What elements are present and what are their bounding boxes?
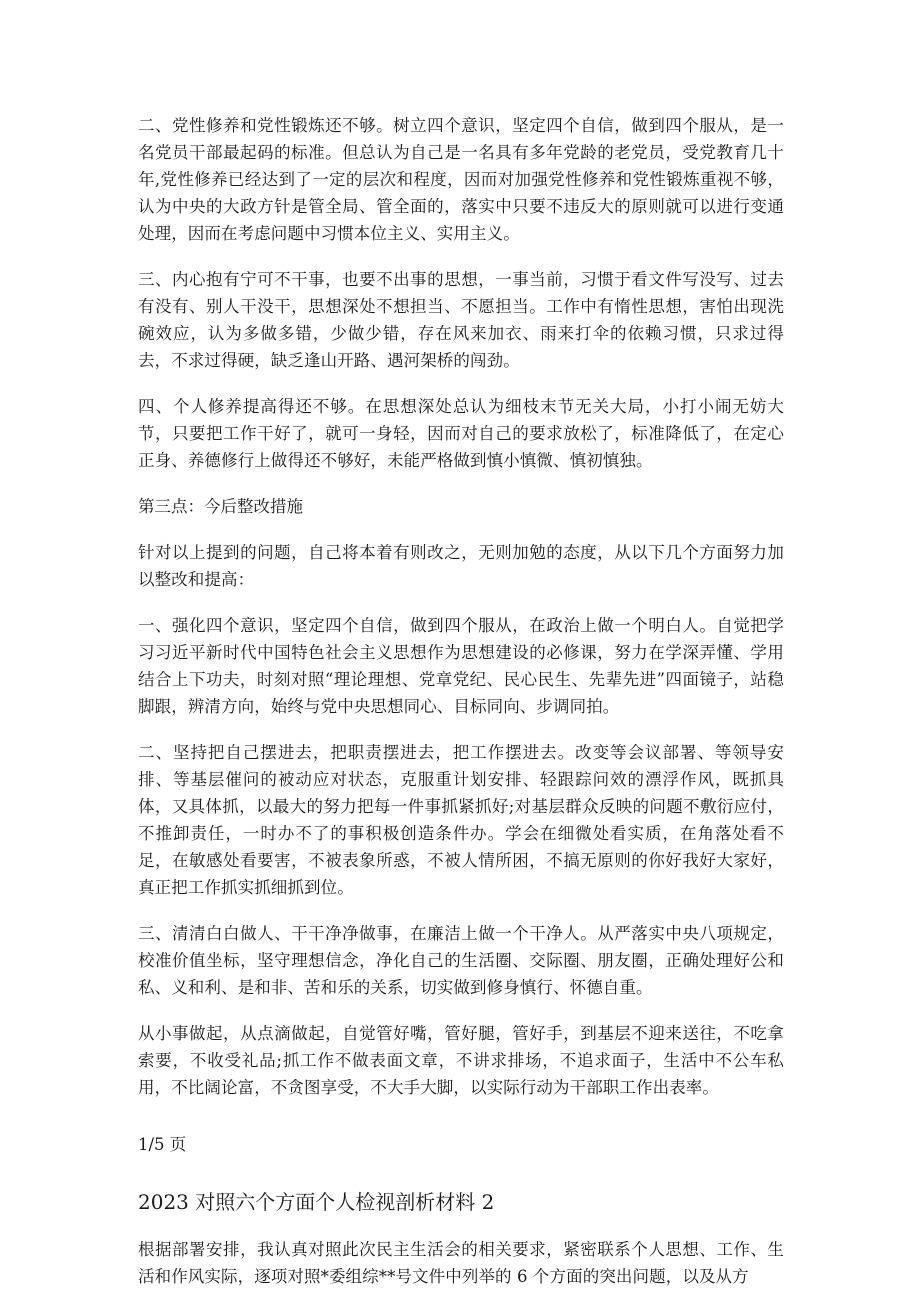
document-title: 2023 对照六个方面个人检视剖析材料 2 — [138, 1190, 495, 1214]
document-page — [138, 112, 784, 1309]
paragraph-measure-two: 二、坚持把自己摆进去，把职责摆进去，把工作摆进去。改变等会议部署、等领导安排、等基层催问的被动应对状态，克服重计划安排、轻跟踪问效的漂浮作风，既抓具体，又具体抓，以最大的努力把每一件事抓紧抓好;对基层群众反映的问题不敷衍应付，不推卸责任，一时办不了的事积极创造条件办。学会在细微处看实质，在角落处看不足，在敏感处看要害，不被表象所惑，不被人情所困，不搞无原则的你好我好大家好，真正把工作抓实抓细抓到位。 — [138, 743, 784, 897]
paragraph-inner-attitude: 三、内心抱有宁可不干事，也要不出事的思想，一事当前，习惯于看文件写没写、过去有没有、别人干没干，思想深处不想担当、不愿担当。工作中有惰性思想，害怕出现洗碗效应，认为多做多错，少做少错，存在风来加衣、雨来打伞的依赖习惯，只求过得去，不求过得硬，缺乏逢山开路、遇河架桥的闯劲。 — [138, 270, 784, 370]
section-heading: 第三点：今后整改措施 — [138, 497, 303, 516]
paragraph-party-spirit: 二、党性修养和党性锻炼还不够。树立四个意识，坚定四个自信，做到四个服从，是一名党员干部最起码的标准。但总认为自己是一名具有多年党龄的老党员，受党教育几十年,党性修养已经达到了一定的层次和程度，因而对加强党性修养和党性锻炼重视不够，认为中央的大政方针是管全局、管全面的，落实中只要不违反大的原则就可以进行变通处理，因而在考虑问题中习惯本位主义、实用主义。 — [138, 116, 784, 243]
paragraph-measure-one: 一、强化四个意识，坚定四个自信，做到四个服从，在政治上做一个明白人。自觉把学习习近平新时代中国特色社会主义思想作为思想建设的必修课，努力在学深弄懂、学用结合上下功夫，时刻对照“理论理想、党章党纪、民心民生、先辈先进”四面镜子，站稳脚跟，辨清方向，始终与党中央思想同心、目标同向、步调同拍。 — [138, 616, 784, 716]
paragraph-opening: 根据部署安排，我认真对照此次民主生活会的相关要求，紧密联系个人思想、工作、生活和作风实际，逐项对照*委组综**号文件中列举的 6 个方面的突出问题，以及从方 — [138, 1240, 784, 1286]
paragraph-small-things: 从小事做起，从点滴做起，自觉管好嘴，管好腿，管好手，到基层不迎来送往，不吃拿索要，不收受礼品;抓工作不做表面文章，不讲求排场，不追求面子，生活中不公车私用，不比阔论富，不贪图享受，不大手大脚，以实际行动为干部职工作出表率。 — [138, 1024, 784, 1097]
paragraph-intro-measures: 针对以上提到的问题，自己将本着有则改之，无则加勉的态度，从以下几个方面努力加以整改和提高： — [138, 543, 784, 589]
page-number: 1/5 页 — [138, 1135, 187, 1154]
paragraph-measure-three: 三、清清白白做人、干干净净做事，在廉洁上做一个干净人。从严落实中央八项规定，校准价值坐标，坚守理想信念，净化自己的生活圈、交际圈、朋友圈，正确处理好公和私、义和利、是和非、苦和乐的关系，切实做到修身慎行、怀德自重。 — [138, 924, 784, 997]
paragraph-personal-cultivation: 四、个人修养提高得还不够。在思想深处总认为细枝末节无关大局，小打小闹无妨大节，只要把工作干好了，就可一身轻，因而对自己的要求放松了，标准降低了，在定心正身、养德修行上做得还不够好，未能严格做到慎小慎微、慎初慎独。 — [138, 397, 784, 470]
